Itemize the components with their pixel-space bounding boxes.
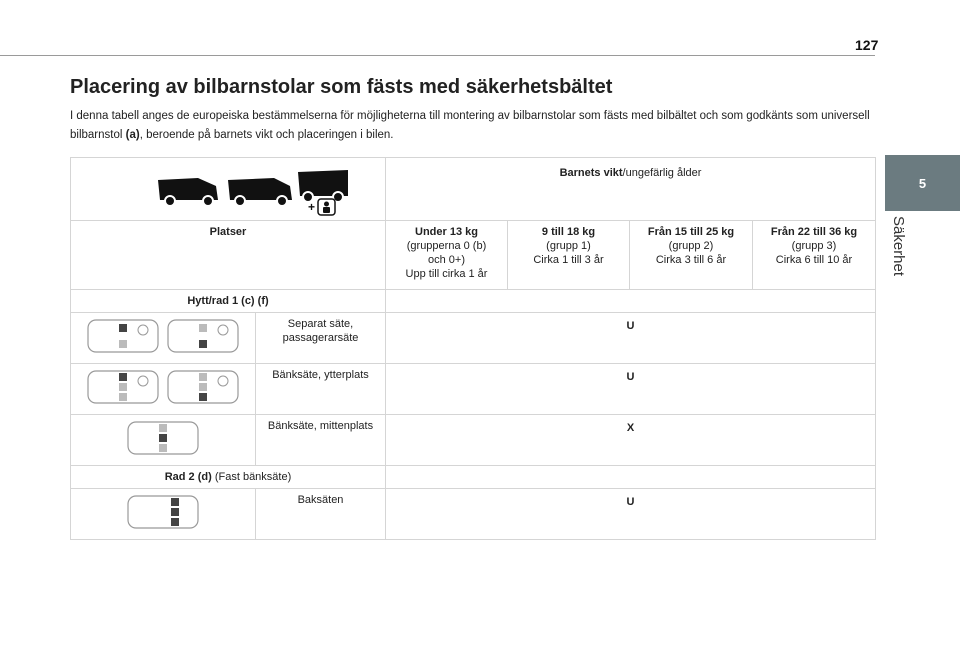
- seat-name-cell: [256, 489, 386, 540]
- group-line: och 0+): [428, 254, 465, 266]
- car-layout-cell: [71, 489, 256, 540]
- seat-name: Bänksäte, mittenplats: [267, 420, 374, 432]
- group-line: (grupp 3): [791, 240, 837, 252]
- group-title: Från 22 till 36 kg: [770, 226, 858, 238]
- seats-label: Platser: [71, 221, 386, 290]
- car-layout-cell: [71, 364, 256, 415]
- seat-name: Separat säte,: [287, 318, 354, 330]
- group-cell: [386, 221, 508, 290]
- section-2-bold: Rad 2 (d): [164, 471, 212, 483]
- car-top-view-icon: [83, 418, 243, 458]
- section-row-1: [71, 290, 876, 313]
- van-silhouette-icon: [108, 158, 348, 216]
- section-2-rest: (Fast bänksäte): [211, 471, 292, 483]
- intro-part1: I denna tabell anges de europeiska bestämmelserna för möjligheterna till montering av bilbarnstolar som fästs med bilbältet och som godkänts som universell bilbarnstol: [70, 110, 870, 141]
- car-layout-cell: [71, 313, 256, 364]
- weight-header-bold: Barnets vikt: [559, 167, 623, 179]
- header-row-groups: [71, 221, 876, 290]
- group-line: Cirka 6 till 10 år: [775, 254, 853, 266]
- section-2-label: [71, 466, 386, 489]
- group-line: (grupp 1): [546, 240, 591, 252]
- seat-code: U: [386, 364, 876, 415]
- car-layout-cell: [71, 415, 256, 466]
- table-row: [71, 489, 876, 540]
- seat-name: passagerarsäte: [282, 332, 359, 344]
- header-row-weight: [71, 158, 876, 221]
- intro-bold: (a): [125, 129, 140, 141]
- child-seat-table: [70, 157, 876, 540]
- seat-name-cell: [256, 364, 386, 415]
- car-top-view-icon: [83, 316, 243, 356]
- section-number: 5: [918, 175, 927, 191]
- table-row: [71, 364, 876, 415]
- seat-code: U: [386, 489, 876, 540]
- seat-code: X: [386, 415, 876, 466]
- section-1-empty: [386, 290, 876, 313]
- weight-header-rest: /ungefärlig ålder: [622, 167, 702, 179]
- top-rule: [0, 55, 875, 56]
- group-line: Cirka 1 till 3 år: [533, 254, 604, 266]
- seat-name: Bänksäte, ytterplats: [272, 369, 369, 381]
- page-title: Placering av bilbarnstolar som fästs med säkerhetsbältet: [70, 76, 613, 98]
- table-row: [71, 415, 876, 466]
- section-row-2: [71, 466, 876, 489]
- seat-name: Baksäten: [297, 494, 344, 506]
- section-tab[interactable]: [885, 155, 960, 211]
- child-seat-plus-icon: [308, 199, 335, 215]
- group-line: (grupperna 0 (b): [406, 240, 487, 252]
- group-cell: [630, 221, 753, 290]
- vehicles-cell: [71, 158, 386, 221]
- intro-part2: , beroende på barnets vikt och placeringen i bilen.: [139, 129, 394, 141]
- group-title: Under 13 kg: [415, 226, 478, 238]
- seat-name-cell: [256, 313, 386, 364]
- group-title: Från 15 till 25 kg: [647, 226, 735, 238]
- seat-name-cell: [256, 415, 386, 466]
- group-line: Cirka 3 till 6 år: [655, 254, 727, 266]
- svg-text:+: +: [308, 200, 316, 214]
- page-number: 127: [855, 37, 879, 53]
- seat-code: U: [386, 313, 876, 364]
- section-2-empty: [386, 466, 876, 489]
- section-1-label: Hytt/rad 1 (c) (f): [71, 290, 386, 313]
- weight-header-cell: [386, 158, 876, 221]
- intro-paragraph: [70, 107, 870, 145]
- group-title: 9 till 18 kg: [541, 226, 596, 238]
- group-line: (grupp 2): [668, 240, 714, 252]
- section-label-text: Säkerhet: [890, 216, 907, 277]
- section-label: [890, 216, 920, 296]
- car-top-view-icon: [83, 367, 243, 407]
- table-row: [71, 313, 876, 364]
- group-line: Upp till cirka 1 år: [405, 268, 488, 280]
- group-cell: [508, 221, 630, 290]
- group-cell: [753, 221, 876, 290]
- car-top-view-icon: [83, 492, 243, 532]
